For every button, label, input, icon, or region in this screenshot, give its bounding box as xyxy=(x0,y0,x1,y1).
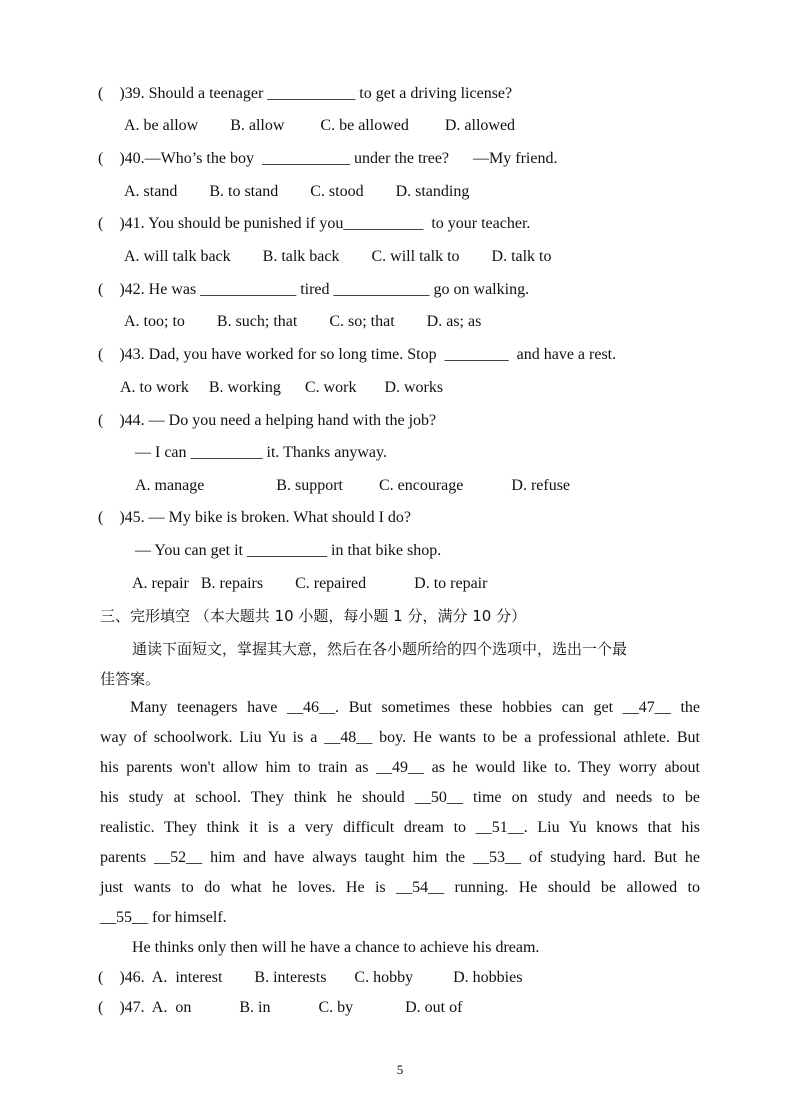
section-3-heading: 三、完形填空 （本大题共 10 小题，每小题 1 分，满分 10 分） xyxy=(100,607,527,625)
section-3-instruction-line-1: 通读下面短文，掌握其大意，然后在各小题所给的四个选项中，选出一个最 xyxy=(132,640,628,658)
question-39-options: A. be allow B. allow C. be allowed D. allowed xyxy=(124,117,516,134)
cloze-question-47: ( )47. A. on B. in C. by D. out of xyxy=(98,999,463,1016)
question-42-stem: ( )42. He was ____________ tired ____________ go on walking. xyxy=(98,281,530,298)
question-40-options: A. stand B. to stand C. stood D. standing xyxy=(124,183,470,200)
passage-line-2: way of schoolwork. Liu Yu is a __48__ boy. He wants to be a professional athlete. But xyxy=(100,729,700,746)
page-number: 5 xyxy=(396,1062,404,1077)
question-40-stem: ( )40.—Who’s the boy ___________ under the tree? —My friend. xyxy=(98,150,558,167)
passage-line-4: his study at school. They think he should __50__ time on study and needs to be xyxy=(100,789,700,806)
passage-line-8: __55__ for himself. xyxy=(100,909,227,926)
passage-line-1: Many teenagers have __46__. But sometimes these hobbies can get __47__ the xyxy=(130,699,700,716)
question-44-options: A. manage B. support C. encourage D. refuse xyxy=(135,477,571,494)
passage-last-line: He thinks only then will he have a chance to achieve his dream. xyxy=(132,939,540,956)
section-3-instruction-line-2: 佳答案。 xyxy=(100,670,161,688)
question-41-options: A. will talk back B. talk back C. will talk to D. talk to xyxy=(124,248,552,265)
question-43-options: A. to work B. working C. work D. works xyxy=(120,379,444,396)
cloze-question-46: ( )46. A. interest B. interests C. hobby D. hobbies xyxy=(98,969,523,986)
question-42-options: A. too; to B. such; that C. so; that D. as; as xyxy=(124,313,482,330)
passage-line-7: just wants to do what he loves. He is __54__ running. He should be allowed to xyxy=(100,879,700,896)
question-43-stem: ( )43. Dad, you have worked for so long time. Stop ________ and have a rest. xyxy=(98,346,617,363)
passage-line-3: his parents won't allow him to train as __49__ as he would like to. They worry about xyxy=(100,759,700,776)
question-45-reply: — You can get it __________ in that bike shop. xyxy=(135,542,442,559)
question-45-options: A. repair B. repairs C. repaired D. to repair xyxy=(132,575,488,592)
question-45-stem: ( )45. — My bike is broken. What should I do? xyxy=(98,509,411,526)
question-44-stem: ( )44. — Do you need a helping hand with the job? xyxy=(98,412,437,429)
question-41-stem: ( )41. You should be punished if you__________ to your teacher. xyxy=(98,215,531,232)
question-44-reply: — I can _________ it. Thanks anyway. xyxy=(135,444,387,461)
passage-line-5: realistic. They think it is a very difficult dream to __51__. Liu Yu knows that his xyxy=(100,819,700,836)
passage-line-6: parents __52__ him and have always taught him the __53__ of studying hard. But he xyxy=(100,849,700,866)
question-39-stem: ( )39. Should a teenager ___________ to get a driving license? xyxy=(98,85,513,102)
